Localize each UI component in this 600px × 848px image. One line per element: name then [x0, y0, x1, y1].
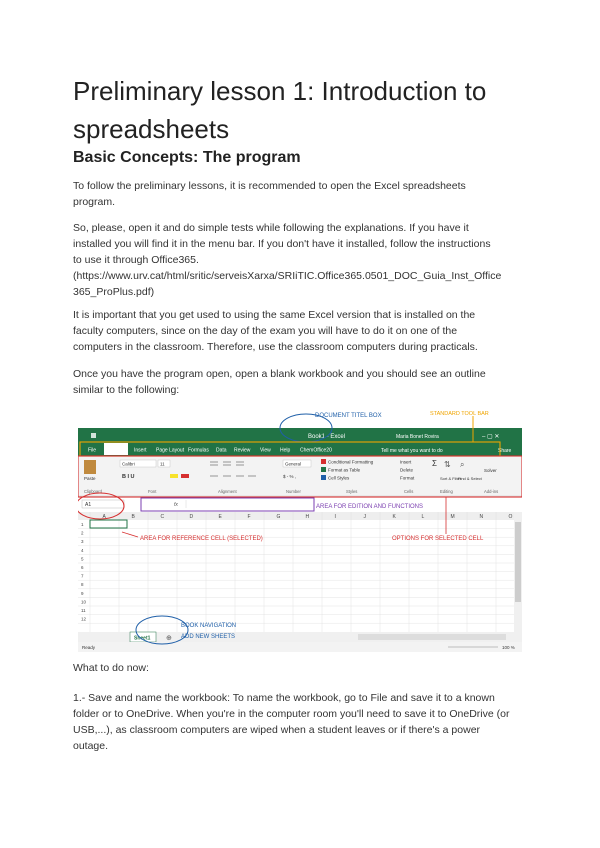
- styles-item: Conditional Formatting: [328, 459, 374, 465]
- annotation-reference-area: AREA FOR REFERENCE CELL (SELECTED): [140, 536, 263, 542]
- add-sheet-button: ⊕: [166, 635, 172, 642]
- text-line: Once you have the program open, open a blank workbook and you should see an outline: [73, 368, 486, 380]
- ribbon-tab[interactable]: Formulas: [188, 447, 209, 454]
- ribbon-group-label: Cells: [404, 489, 414, 494]
- version-paragraph: [73, 307, 533, 355]
- column-header[interactable]: K: [392, 514, 396, 520]
- annotation-standard-toolbar: STANDARD TOOL BAR: [430, 411, 489, 417]
- ribbon-group-label: Styles: [346, 489, 358, 494]
- styles-item: Format as Table: [328, 467, 361, 473]
- home-tab-active: [104, 443, 128, 455]
- column-header-row: [78, 512, 522, 520]
- column-headers: [103, 514, 513, 520]
- bold-italic-underline-icons: B I U: [122, 474, 135, 480]
- horizontal-scrollbar: [358, 634, 506, 640]
- text-line: faculty computers, since on the day of the exam you will have to do it on one of the: [73, 325, 458, 337]
- text-line: computers in the classroom. Therefore, use the classroom computers during practicals.: [73, 341, 478, 353]
- cells-item: Delete: [400, 467, 414, 473]
- find-select-icon: ⌕: [460, 460, 465, 469]
- ribbon-tab[interactable]: Help: [280, 447, 291, 454]
- text-line: program.: [73, 196, 116, 208]
- ribbon-tab[interactable]: Page Layout: [156, 447, 185, 454]
- share-button: Share: [498, 448, 512, 454]
- text-line: installed you will find it in the menu bar. If you don't have it installed, follow the instructions: [73, 238, 491, 250]
- column-header[interactable]: F: [247, 514, 251, 520]
- font-color-icon: [181, 474, 189, 478]
- document-title-line-1: Preliminary lesson 1: Introduction to: [73, 76, 487, 106]
- intro-paragraph: [73, 178, 533, 210]
- ribbon-tab[interactable]: ChemOffice20: [300, 447, 332, 454]
- row-header[interactable]: 11: [81, 608, 86, 613]
- column-header[interactable]: A: [102, 514, 106, 520]
- window-controls: – ▢ ✕: [482, 434, 500, 440]
- install-paragraph: [73, 220, 533, 300]
- row-header[interactable]: 4: [81, 547, 84, 553]
- column-header[interactable]: E: [218, 514, 222, 520]
- row-header[interactable]: 2: [81, 530, 84, 536]
- ribbon-tab[interactable]: Insert: [134, 447, 147, 454]
- column-header[interactable]: B: [131, 514, 135, 520]
- save-icon: [91, 433, 96, 438]
- conditional-format-icon: [321, 459, 326, 464]
- ribbon-group-label: Font: [148, 489, 157, 494]
- text-line: to use it through Office365.: [73, 254, 199, 266]
- column-header[interactable]: J: [363, 514, 366, 520]
- paste-icon: [84, 460, 96, 474]
- format-table-icon: [321, 467, 326, 472]
- document-title-line-2: spreadsheets: [73, 114, 230, 144]
- window-title: Book1 - Excel: [308, 434, 346, 440]
- column-header[interactable]: D: [189, 514, 194, 520]
- annotation-edition-area: AREA FOR EDITION AND FUNCTIONS: [316, 504, 424, 510]
- row-header[interactable]: 10: [81, 599, 87, 605]
- fill-color-icon: [170, 474, 178, 478]
- ribbon-group-label: Number: [286, 489, 301, 494]
- office365-guide-link[interactable]: (https://www.urv.cat/html/sritic/serveisXarxa/SRIiTIC.Office365.0501_DOC_Guia_Inst_Office: [73, 270, 502, 282]
- what-to-do-heading: What to do now:: [73, 662, 149, 674]
- ribbon-tab[interactable]: Data: [216, 447, 227, 454]
- number-format-icons: $ - % ,: [283, 474, 297, 479]
- row-header[interactable]: 6: [81, 565, 84, 570]
- annotation-book-navigation: BOOK NAVIGATION: [181, 623, 237, 629]
- open-workbook-paragraph: [73, 366, 533, 398]
- font-name: Calibri: [122, 461, 135, 467]
- office365-guide-link-end[interactable]: 365_ProPlus.pdf): [73, 286, 155, 298]
- styles-item: Cell Styles: [328, 475, 350, 481]
- row-header[interactable]: 5: [81, 556, 84, 562]
- editing-item: Find & Select: [458, 476, 482, 481]
- annotation-cell-options: OPTIONS FOR SELECTED CELL: [392, 536, 484, 542]
- column-header[interactable]: C: [160, 514, 165, 520]
- column-header[interactable]: M: [450, 514, 455, 520]
- column-header[interactable]: G: [276, 514, 281, 520]
- font-size: 11: [160, 461, 165, 467]
- vertical-scroll-thumb: [515, 522, 521, 602]
- column-header[interactable]: H: [305, 514, 310, 520]
- annotation-document-title: DOCUMENT TITEL BOX: [315, 413, 382, 419]
- excel-screenshot: [78, 406, 522, 652]
- step1-paragraph: [73, 690, 533, 754]
- section-heading: Basic Concepts: The program: [73, 149, 301, 166]
- row-header[interactable]: 1: [81, 522, 84, 527]
- tell-me-box: Tell me what you want to do: [381, 448, 443, 454]
- text-line: So, please, open it and do simple tests while following the explanations. If you have it: [73, 222, 469, 234]
- formula-bar: [78, 498, 522, 510]
- text-line: USB,...), as classroom computers are wiped when a student leaves or if there's a power: [73, 724, 481, 736]
- text-line: similar to the following:: [73, 384, 180, 396]
- name-box-value: A1: [85, 502, 92, 508]
- row-header[interactable]: 3: [81, 539, 84, 545]
- ribbon-tab[interactable]: File: [88, 447, 97, 454]
- row-header[interactable]: 9: [81, 590, 84, 596]
- ribbon-tab[interactable]: Review: [234, 447, 251, 454]
- ribbon-tab[interactable]: View: [260, 447, 271, 454]
- text-line: It is important that you get used to using the same Excel version that is installed on the: [73, 309, 476, 321]
- editing-item: Sort & Filter: [440, 476, 462, 481]
- ribbon-group-label: Editing: [440, 489, 453, 494]
- annotation-add-sheets: ADD NEW SHEETS: [181, 634, 236, 640]
- status-text: Ready: [82, 645, 96, 650]
- column-header[interactable]: N: [479, 514, 484, 520]
- column-header[interactable]: I: [334, 514, 336, 520]
- ribbon-group-label: Add-ins: [484, 489, 499, 494]
- zoom-level: 100 %: [502, 645, 515, 650]
- paste-label: Paste: [84, 476, 96, 481]
- cells-item: Insert: [400, 459, 412, 465]
- document-title: [73, 72, 533, 148]
- autosum-icon: Σ: [432, 459, 437, 468]
- text-line: folder or to OneDrive. When you're in the computer room you'll need to save it to OneDrive (or: [73, 708, 510, 720]
- text-line: 1.- Save and name the workbook: To name the workbook, go to File and save it to a known: [73, 692, 495, 704]
- ribbon-group-label: Clipboard: [84, 489, 102, 494]
- number-format: General: [285, 461, 302, 467]
- cell-styles-icon: [321, 475, 326, 480]
- row-header[interactable]: 12: [81, 616, 87, 622]
- excel-title-bar: [78, 428, 522, 442]
- sheet1-tab-label: Sheet1: [134, 635, 151, 642]
- sort-filter-icon: ⇅: [444, 460, 451, 469]
- column-header[interactable]: L: [421, 514, 425, 520]
- text-line: To follow the preliminary lessons, it is recommended to open the Excel spreadsheets: [73, 180, 466, 192]
- row-header[interactable]: 7: [81, 573, 84, 579]
- column-header[interactable]: O: [508, 514, 513, 520]
- fx-icon: fx: [174, 502, 178, 508]
- cells-item: Format: [400, 475, 415, 481]
- row-header[interactable]: 8: [81, 582, 84, 588]
- solver-button: Solver: [484, 468, 497, 473]
- user-name: Maria Bonet Rovira: [396, 434, 439, 440]
- text-line: outage.: [73, 740, 109, 752]
- ribbon-group-label: Alignment: [218, 489, 237, 494]
